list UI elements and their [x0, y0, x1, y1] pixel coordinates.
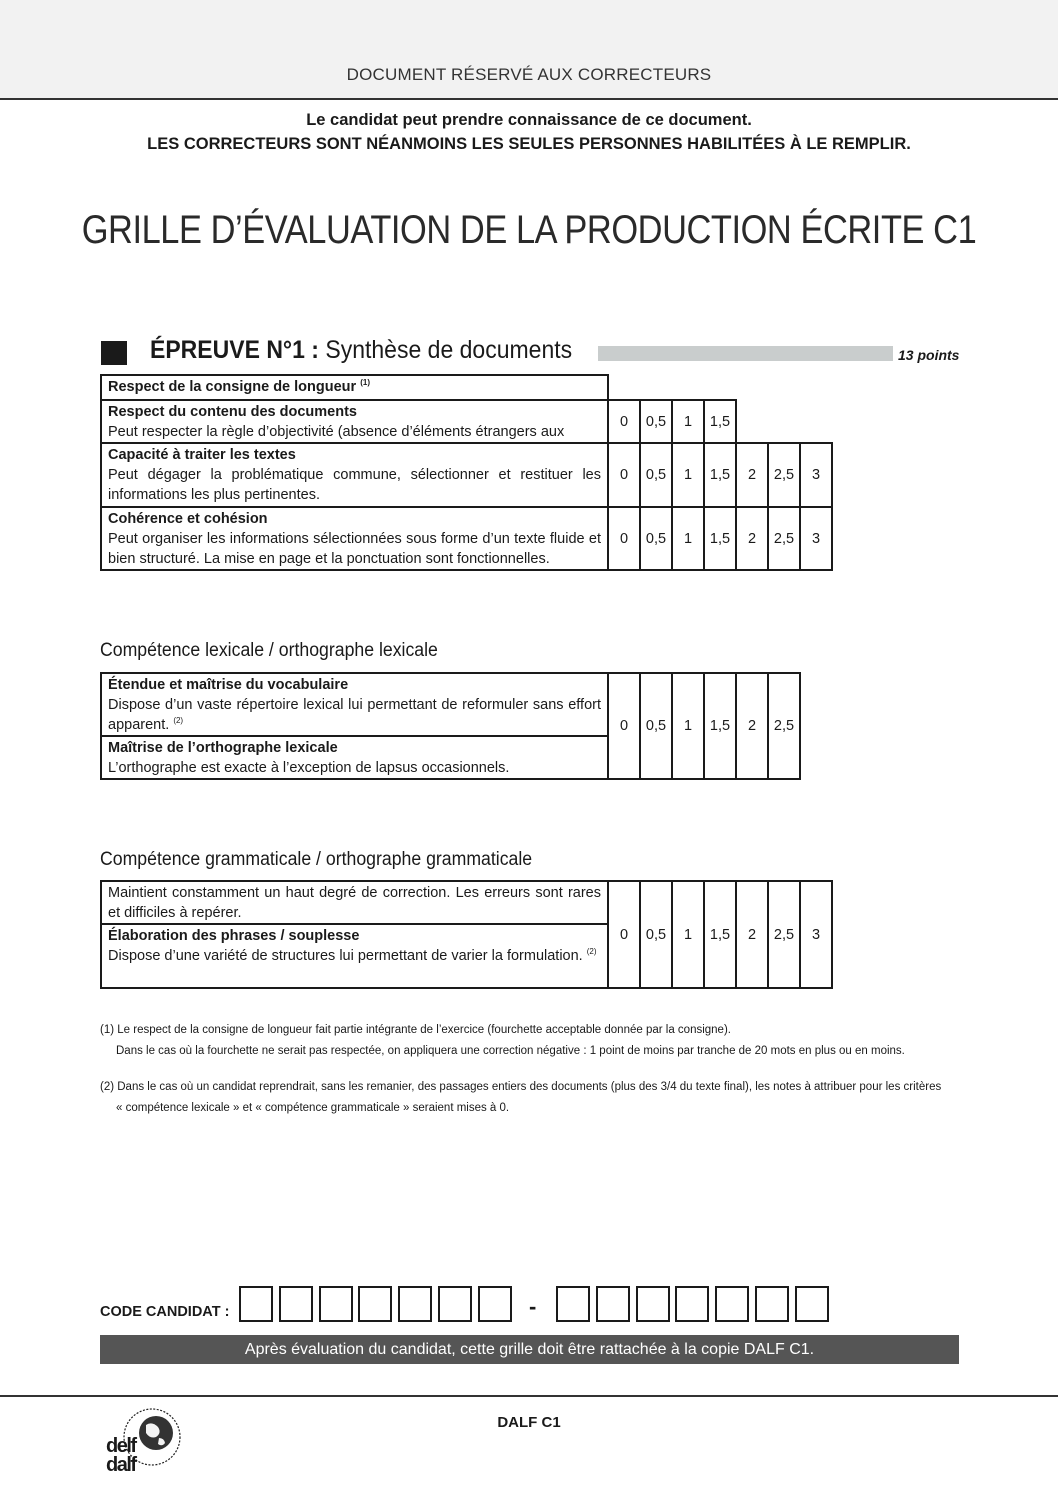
footnotes [100, 1020, 970, 1119]
score-cell [639, 506, 673, 571]
score-value: 2 [747, 718, 757, 734]
epreuve-title [150, 336, 572, 365]
lexical-heading: Compétence lexicale / orthographe lexicale [100, 640, 438, 661]
criterion-title [108, 738, 601, 758]
criterion-description-text: L’orthographe est exacte à l’exception de lapsus occasionnels. [108, 760, 510, 776]
criterion-title [108, 926, 601, 946]
notice-line2: LES CORRECTEURS SONT NÉANMOINS LES SEULES PERSONNES HABILITÉES À LE REMPLIR. [147, 135, 911, 153]
score-cell [639, 442, 673, 508]
score-value: 0,5 [645, 413, 667, 430]
criterion-row [100, 923, 609, 989]
criterion-title-text: Respect de la consigne de longueur [108, 379, 357, 395]
criterion-description-text: Maintient constamment un haut degré de correction. Les erreurs sont rares et difficiles à repérer. [108, 885, 601, 921]
score-cell [799, 442, 833, 508]
criterion-description [108, 529, 601, 569]
score-value: 2 [747, 530, 757, 547]
code-candidat-box[interactable] [239, 1286, 273, 1322]
reserved-label: DOCUMENT RÉSERVÉ AUX CORRECTEURS [346, 65, 712, 84]
header-band [0, 0, 1058, 100]
criterion-description-text: Peut respecter la règle d’objectivité (absence d’éléments étrangers aux [108, 424, 565, 440]
score-value: 2,5 [773, 718, 795, 734]
code-candidat-box[interactable] [675, 1286, 709, 1322]
code-candidat-box[interactable] [636, 1286, 670, 1322]
criterion-description [108, 465, 601, 505]
criterion-row [100, 399, 609, 444]
score-cell [639, 399, 673, 444]
criterion-row [100, 374, 609, 401]
score-cell [735, 442, 769, 508]
score-cell [799, 506, 833, 571]
code-candidat-box[interactable] [556, 1286, 590, 1322]
score-value: 0 [619, 530, 629, 547]
score-value: 0,5 [645, 926, 667, 943]
score-cell [639, 880, 673, 989]
score-cell [607, 399, 641, 444]
score-cell [735, 880, 769, 989]
criterion-description [108, 946, 601, 966]
svg-text:dalf: dalf [106, 1454, 136, 1476]
score-value: 1 [683, 467, 693, 483]
score-cell [671, 399, 705, 444]
criterion-title-text: Maîtrise de l’orthographe lexicale [108, 740, 338, 756]
epreuve-points: 13 points [898, 347, 960, 363]
footer-label: DALF C1 [497, 1414, 561, 1431]
code-candidat-box[interactable] [279, 1286, 313, 1322]
score-cell [607, 442, 641, 508]
score-value: 0,5 [645, 467, 667, 483]
score-value: 1,5 [709, 718, 731, 734]
criterion-title [108, 402, 601, 422]
score-value: 1 [683, 718, 693, 734]
criterion-title [108, 675, 601, 695]
score-cell [671, 672, 705, 780]
score-cell [767, 506, 801, 571]
score-cell [671, 506, 705, 571]
criterion-title-text: Cohérence et cohésion [108, 511, 268, 527]
criterion-description-text: Dispose d’un vaste répertoire lexical lui permettant de reformuler sans effort apparent. [108, 697, 601, 733]
code-candidat-separator: - [529, 1294, 537, 1319]
footnote-2-line2: « compétence lexicale » et « compétence grammaticale » seraient mises à 0. [116, 1102, 510, 1114]
code-candidat-box[interactable] [795, 1286, 829, 1322]
score-value: 3 [811, 467, 821, 483]
criterion-description [108, 883, 601, 923]
score-cell [735, 672, 769, 780]
grammatical-heading: Compétence grammaticale / orthographe grammaticale [100, 849, 533, 870]
score-value: 1,5 [709, 926, 731, 943]
code-candidat-box[interactable] [438, 1286, 472, 1322]
score-value: 2,5 [773, 530, 795, 547]
score-value: 2 [747, 467, 757, 483]
score-value: 0 [619, 718, 629, 734]
square-bullet-icon [101, 341, 127, 365]
attachment-banner: Après évaluation du candidat, cette grille doit être rattachée à la copie DALF C1. [100, 1335, 959, 1364]
footnote-ref: (2) [586, 947, 597, 957]
score-value: 1 [683, 530, 693, 547]
score-cell [703, 399, 737, 444]
score-value: 2,5 [773, 467, 795, 483]
notice-line1: Le candidat peut prendre connaissance de ce document. [306, 111, 752, 129]
criterion-row [100, 880, 609, 925]
footnote-2-line1: (2) Dans le cas où un candidat reprendrait, sans les remanier, des passages entiers des documents (plus des 3/4 du texte final), les notes à attribuer pour les critères [100, 1081, 942, 1093]
score-cell [703, 506, 737, 571]
score-value: 0,5 [645, 530, 667, 547]
criterion-title-text: Capacité à traiter les textes [108, 447, 296, 463]
criterion-title [108, 509, 601, 529]
criterion-description-text: Peut organiser les informations sélectionnées sous forme d’un texte fluide et bien structuré. La mise en page et la ponctuation sont fonctionnelles. [108, 531, 601, 567]
score-cell [799, 880, 833, 989]
score-cell [671, 880, 705, 989]
score-value: 0,5 [645, 718, 667, 734]
footnote-2 [100, 1077, 970, 1119]
code-candidat-box[interactable] [478, 1286, 512, 1322]
score-cell [767, 880, 801, 989]
score-value: 0 [619, 926, 629, 943]
criterion-title-text: Élaboration des phrases / souplesse [108, 928, 360, 944]
footnote-1 [100, 1020, 970, 1062]
score-cell [607, 506, 641, 571]
code-candidat-box[interactable] [319, 1286, 353, 1322]
score-value: 1 [683, 926, 693, 943]
score-cell [607, 880, 641, 989]
score-value: 2 [747, 926, 757, 943]
criterion-title-text: Étendue et maîtrise du vocabulaire [108, 677, 349, 693]
score-cell [607, 672, 641, 780]
criterion-title [108, 445, 601, 465]
code-candidat-box[interactable] [596, 1286, 630, 1322]
criterion-title [108, 377, 601, 397]
code-candidat-box[interactable] [715, 1286, 749, 1322]
score-cell [639, 672, 673, 780]
footer-rule [0, 1395, 1058, 1397]
score-value: 0 [619, 413, 629, 430]
code-candidat-box[interactable] [358, 1286, 392, 1322]
epreuve-bar [598, 346, 893, 361]
score-value: 3 [811, 530, 821, 547]
criterion-row [100, 735, 609, 780]
score-value: 1,5 [709, 530, 731, 547]
criterion-title-text: Respect du contenu des documents [108, 404, 357, 420]
criterion-row [100, 506, 609, 571]
code-candidat-box[interactable] [398, 1286, 432, 1322]
criterion-description-text: Dispose d’une variété de structures lui permettant de varier la formulation. [108, 948, 583, 964]
score-value: 1,5 [709, 413, 731, 430]
score-cell [671, 442, 705, 508]
code-candidat-label: CODE CANDIDAT : [100, 1304, 230, 1320]
page-title: GRILLE D’ÉVALUATION DE LA PRODUCTION ÉCRITE C1 [81, 208, 977, 252]
code-candidat-box[interactable] [755, 1286, 789, 1322]
criterion-description [108, 695, 601, 735]
criterion-description-text: Peut dégager la problématique commune, sélectionner et restituer les informations les plus pertinentes. [108, 467, 601, 503]
score-cell [703, 672, 737, 780]
score-cell [703, 442, 737, 508]
footnote-1-line2: Dans le cas où la fourchette ne serait pas respectée, on appliquera une correction négative : 1 point de moins par tranche de 20 mots en plus ou en moins. [116, 1045, 905, 1057]
criterion-description [108, 422, 601, 444]
epreuve-label: ÉPREUVE N°1 : [150, 336, 319, 364]
criterion-row [100, 442, 609, 508]
footnote-1-line1: (1) Le respect de la consigne de longueur fait partie intégrante de l’exercice (fourchette acceptable donnée par la consigne). [100, 1024, 731, 1036]
score-value: 3 [811, 926, 821, 943]
epreuve-name: Synthèse de documents [325, 336, 573, 364]
footnote-ref: (1) [360, 378, 370, 388]
score-cell [767, 442, 801, 508]
score-cell [703, 880, 737, 989]
score-cell [767, 672, 801, 780]
criterion-row [100, 672, 609, 737]
score-cell [735, 506, 769, 571]
score-value: 2,5 [773, 926, 795, 943]
footnote-ref: (2) [173, 716, 184, 726]
score-value: 1,5 [709, 467, 731, 483]
criterion-description [108, 758, 601, 778]
score-value: 1 [683, 413, 693, 430]
score-value: 0 [619, 467, 629, 483]
svg-text:delf: delf [106, 1435, 136, 1457]
notice [0, 108, 1058, 156]
